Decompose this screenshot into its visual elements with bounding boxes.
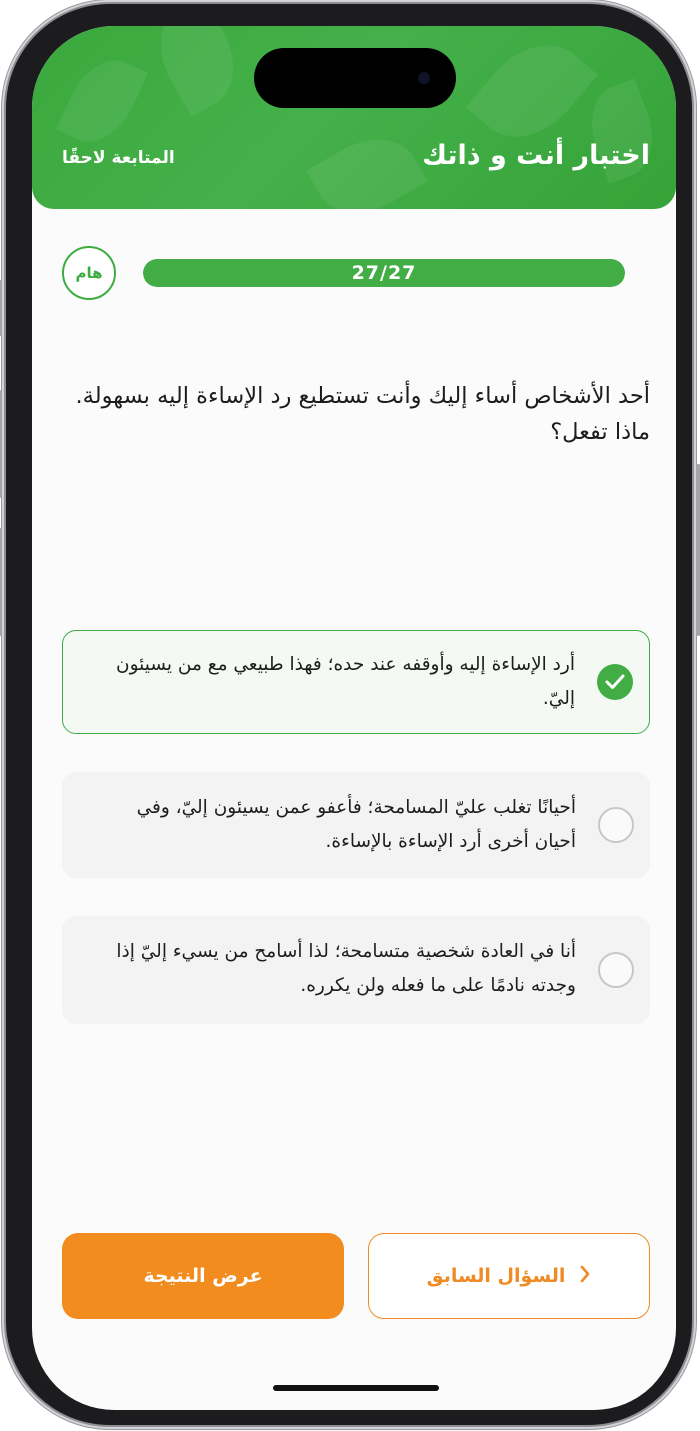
progress-counter: 27/27 bbox=[351, 262, 417, 284]
check-icon bbox=[605, 673, 625, 691]
volume-down-button bbox=[0, 528, 2, 636]
progress-bar bbox=[143, 259, 625, 287]
answer-option-label: أحيانًا تغلب عليّ المسامحة؛ فأعفو عمن يسيئون إليّ، وفي أحيان أخرى أرد الإساءة بالإساءة. bbox=[136, 797, 576, 852]
home-indicator[interactable] bbox=[273, 1385, 439, 1391]
continue-later-link[interactable]: المتابعة لاحقًا bbox=[62, 148, 175, 168]
answer-option-label: أنا في العادة شخصية متسامحة؛ لذا أسامح من يسيء إليّ إذا وجدته نادمًا على ما فعله ولن يكرره. bbox=[116, 941, 576, 996]
action-button bbox=[0, 280, 2, 336]
previous-question-label: السؤال السابق bbox=[426, 1265, 566, 1287]
dynamic-island bbox=[254, 48, 456, 108]
camera-dot bbox=[418, 72, 430, 84]
chevron-right-icon bbox=[579, 1265, 591, 1288]
question-text: أحد الأشخاص أساء إليك وأنت تستطيع رد الإساءة إليه بسهولة. ماذا تفعل؟ bbox=[75, 383, 650, 445]
volume-up-button bbox=[0, 390, 2, 498]
show-result-label: عرض النتيجة bbox=[143, 1265, 263, 1287]
answer-option-1[interactable] bbox=[62, 630, 650, 734]
answer-option-3[interactable] bbox=[62, 916, 650, 1024]
radio-unselected[interactable] bbox=[598, 807, 634, 843]
important-badge[interactable]: هام bbox=[62, 246, 116, 300]
radio-selected[interactable] bbox=[597, 664, 633, 700]
power-button bbox=[696, 464, 700, 636]
radio-unselected[interactable] bbox=[598, 952, 634, 988]
app-header bbox=[32, 26, 676, 209]
phone-frame bbox=[6, 4, 692, 1425]
page-title: اختبار أنت و ذاتك bbox=[422, 140, 650, 171]
answer-option-label: أرد الإساءة إليه وأوقفه عند حده؛ فهذا طبيعي مع من يسيئون إليّ. bbox=[116, 654, 575, 709]
answer-option-2[interactable] bbox=[62, 772, 650, 878]
show-result-button[interactable] bbox=[62, 1233, 344, 1319]
screen bbox=[32, 26, 676, 1410]
previous-question-button[interactable] bbox=[368, 1233, 650, 1319]
